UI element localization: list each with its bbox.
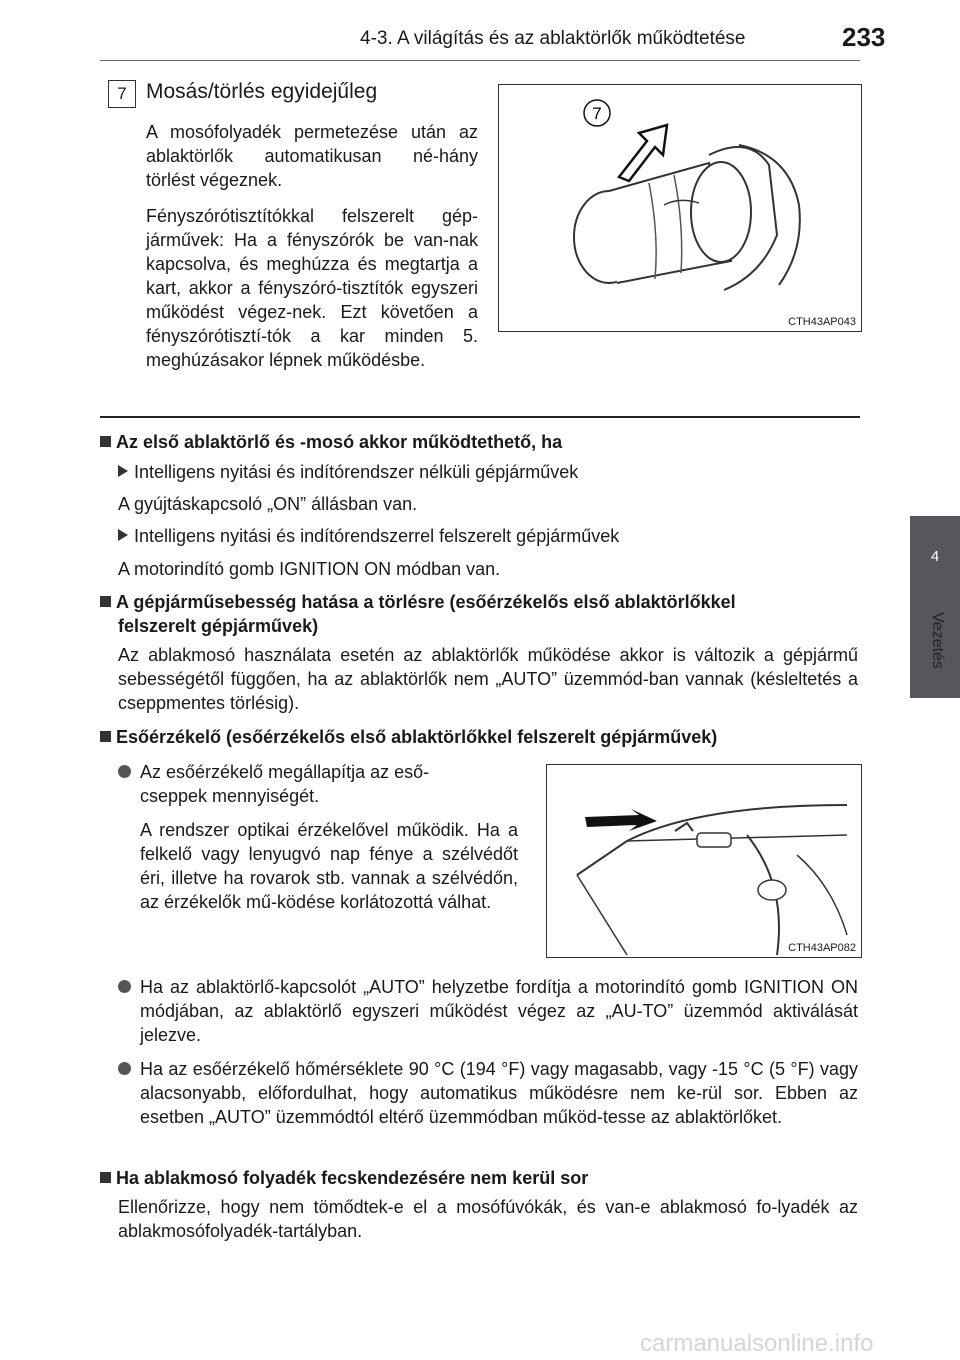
chapter-tab-number: 4 — [930, 548, 940, 565]
section-heading-operation — [100, 430, 562, 454]
step-paragraph-1: A mosófolyadék permetezése után az ablaktörlők automatikusan né-hány törlést végeznek. — [146, 122, 478, 190]
windshield-illustration — [547, 765, 861, 957]
condition-sub-2 — [118, 524, 619, 548]
sub-text: Intelligens nyitási és indítórendszerrel felszerelt gépjárművek — [134, 526, 620, 546]
site-watermark: carmanualsonline.info — [640, 1330, 874, 1357]
step-paragraph-2: Fényszórótisztítókkal felszerelt gép-járművek: Ha a fényszórók be van-nak kapcsolva, és meghúzza és megtartja a kart, akkor a fényszóró-tisztítók egyszeri működést végez-nek. Ezt követően a fényszórótisztí-tók a kar minden 5. meghúzásakor lépnek működésbe. — [146, 206, 478, 370]
figure-code: CTH43AP082 — [788, 942, 856, 954]
bullet-text: Ha az ablaktörlő-kapcsolót „AUTO” helyzetbe fordítja a motorindító gomb IGNITION ON módjában, az ablaktörlő egyszeri működést végez az „AU-TO” üzemmód aktiválását jelezve. — [140, 977, 858, 1045]
square-bullet-icon — [100, 1172, 111, 1183]
arrow-bullet-icon — [118, 529, 128, 541]
arrow-bullet-icon — [118, 465, 128, 477]
heading-text: Az első ablaktörlő és -mosó akkor működtethető, ha — [116, 432, 563, 452]
speed-paragraph: Az ablakmosó használata esetén az ablaktörlők működése akkor is változik a gépjármű sebességétől függően, ha az ablaktörlők nem „AUTO” üzemmód-ban vannak (késleltetés a cseppmentes törlésig). — [118, 645, 858, 713]
step-badge: 7 — [108, 80, 136, 108]
section-heading-rain-sensor — [100, 725, 717, 749]
wiper-lever-illustration — [499, 85, 861, 331]
wiper-lever-figure — [498, 84, 862, 332]
condition-text-2: A motorindító gomb IGNITION ON módban van. — [118, 559, 501, 579]
rain-bullet-3 — [140, 1057, 858, 1129]
section-heading-speed — [100, 590, 860, 614]
condition-text-1: A gyújtáskapcsoló „ON” állásban van. — [118, 494, 418, 514]
heading-text: Esőérzékelő (esőérzékelős első ablaktörlőkkel felszerelt gépjárművek) — [116, 727, 718, 747]
rain-sensor-figure — [546, 764, 862, 958]
square-bullet-icon — [100, 731, 111, 742]
page-number: 233 — [842, 22, 886, 52]
rain-bullet-1-paragraph: A rendszer optikai érzékelővel működik. Ha a felkelő vagy lenyugvó nap fénye a szélvédőt éri, illetve ha rovarok stb. vannak a szélvédőn, az érzékelők mű-ködése korlátozottá válhat. — [140, 820, 518, 912]
rain-bullet-1-cont: cseppek mennyiségét. — [140, 786, 320, 806]
washer-paragraph: Ellenőrizze, hogy nem tömődtek-e el a mosófúvókák, és van-e ablakmosó fo-lyadék az ablakmosófolyadék-tartályban. — [118, 1197, 858, 1241]
header-rule — [100, 60, 860, 61]
round-bullet-icon — [118, 980, 131, 993]
round-bullet-icon — [118, 1062, 131, 1075]
bullet-text: Az esőérzékelő megállapítja az eső- — [140, 762, 430, 782]
sub-text: Intelligens nyitási és indítórendszer nélküli gépjárművek — [134, 462, 579, 482]
chapter-title: 4-3. A világítás és az ablaktörlők működtetése — [360, 28, 746, 49]
heading-text: Ha ablakmosó folyadék fecskendezésére nem kerül sor — [116, 1168, 589, 1188]
step-title: Mosás/törlés egyidejűleg — [146, 80, 378, 103]
section-heading-washer — [100, 1166, 588, 1190]
section-divider — [100, 416, 860, 418]
rain-bullet-2 — [140, 975, 858, 1047]
square-bullet-icon — [100, 596, 111, 607]
bullet-text: Ha az esőérzékelő hőmérséklete 90 °C (194 °F) vagy magasabb, vagy -15 °C (5 °F) vagy alacsonyabb, előfordulhat, hogy automatikus működésre nem ke-rül sor. Ebben az esetben „AUTO” üzemmódtól eltérő üzemmódban működ-tesse az ablaktörlőket. — [140, 1059, 858, 1127]
section-heading-speed-cont: felszerelt gépjárművek) — [118, 616, 319, 636]
chapter-tab-label: Vezetés — [929, 612, 946, 669]
rain-bullet-1 — [140, 760, 518, 784]
square-bullet-icon — [100, 436, 111, 447]
condition-sub-1 — [118, 460, 578, 484]
figure-callout: 7 — [592, 104, 602, 123]
round-bullet-icon — [118, 765, 131, 778]
heading-text: A gépjárműsebesség hatása a törlésre (esőérzékelős első ablaktörlőkkel — [116, 592, 736, 612]
figure-code: CTH43AP043 — [788, 316, 856, 328]
